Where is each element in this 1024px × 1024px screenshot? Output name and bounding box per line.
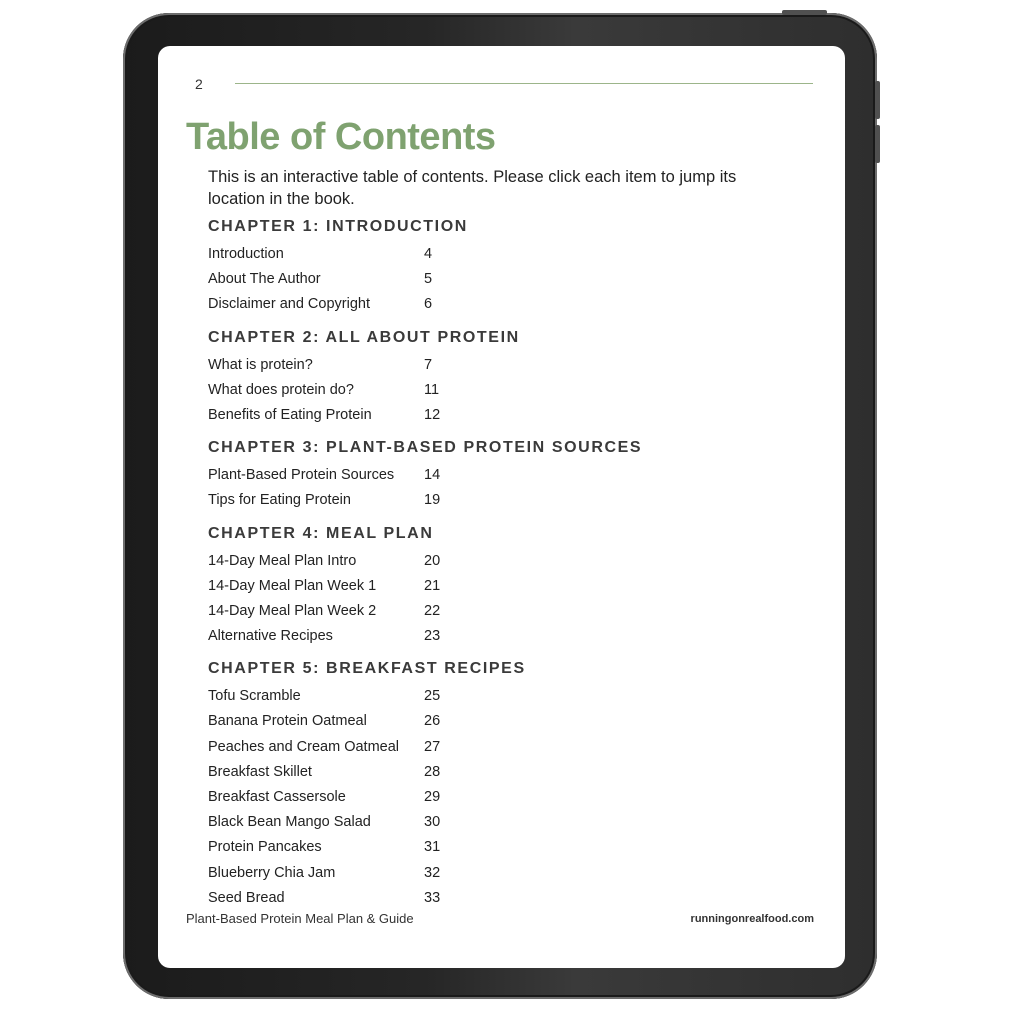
footer-book-title: Plant-Based Protein Meal Plan & Guide [186,911,414,926]
toc-entry-page: 22 [424,602,441,619]
toc-entry-page: 32 [424,864,441,881]
toc-entry-label: Introduction [208,246,284,262]
toc-entry-link[interactable] [208,785,768,810]
toc-entry-link[interactable] [208,267,768,292]
chapter-group-5 [208,659,768,911]
toc-entry-page: 19 [424,492,441,509]
toc-entry-link[interactable] [208,624,768,649]
chapter-heading[interactable]: CHAPTER 1: INTRODUCTION [208,218,468,235]
toc-entry-label: 14-Day Meal Plan Week 2 [208,602,377,619]
toc-entry-label: 14-Day Meal Plan Week 1 [208,577,377,594]
toc-entry-page: 14 [424,467,441,484]
toc-entry-page: 26 [424,713,441,730]
toc-entry-link[interactable] [208,599,768,624]
intro-text: This is an interactive table of contents. Please click each item to jump its location in the book. [208,168,737,208]
toc-entry-label: Tofu Scramble [208,688,301,705]
toc-entry-page: 31 [424,839,441,856]
toc-entry-page: 27 [424,738,441,755]
toc-entry-link[interactable] [208,292,768,317]
toc-entry-page: 25 [424,688,441,705]
toc-entry-label: Alternative Recipes [208,628,333,645]
chapter-heading[interactable]: CHAPTER 2: ALL ABOUT PROTEIN [208,328,520,346]
toc-entry-link[interactable] [208,549,768,574]
toc-entry-link[interactable] [208,488,768,513]
toc-entry-link[interactable] [208,735,768,760]
chapter-group-1 [208,217,768,318]
toc-entry-label: Breakfast Skillet [208,763,312,780]
toc-entry-page: 4 [424,246,433,262]
toc-entry-page: 5 [424,271,433,288]
toc-entry-label: Peaches and Cream Oatmeal [208,738,400,755]
toc-entry-label: Blueberry Chia Jam [208,864,336,881]
chapter-group-4 [208,524,768,650]
toc-entry-label: What is protein? [208,356,313,373]
toc-entry-link[interactable] [208,760,768,785]
toc-entry-page: 7 [424,356,433,373]
toc-entry-label: Seed Bread [208,889,285,906]
toc-entry-link[interactable] [208,810,768,835]
toc-entry-page: 33 [424,889,441,906]
chapter-group-3 [208,438,768,513]
toc-entry-label: 14-Day Meal Plan Intro [208,552,357,569]
toc-entry-page: 30 [424,814,441,831]
toc-entry-label: Plant-Based Protein Sources [208,467,395,484]
toc-entry-page: 12 [424,406,441,423]
toc-entry-label: Benefits of Eating Protein [208,406,372,423]
toc-entry-link[interactable] [208,463,768,488]
toc-entry-page: 23 [424,628,441,645]
chapter-heading[interactable]: CHAPTER 3: PLANT-BASED PROTEIN SOURCES [208,439,643,457]
toc-entry-label: Black Bean Mango Salad [208,814,371,831]
toc-entry-page: 29 [424,789,441,805]
chapter-heading[interactable]: CHAPTER 4: MEAL PLAN [208,524,434,542]
toc-entry-link[interactable] [208,861,768,886]
toc-entry-page: 20 [424,552,441,569]
toc-entry-link[interactable] [208,684,768,709]
page-number: 2 [195,76,203,92]
toc-entry-label: Protein Pancakes [208,839,322,856]
power-button [782,10,827,15]
chapter-group-2 [208,328,768,429]
toc-entry-page: 6 [424,296,433,313]
tablet-device [123,13,877,999]
toc-entry-label: Disclaimer and Copyright [208,296,370,313]
header-rule [235,83,813,84]
toc-entry-link[interactable] [208,709,768,734]
toc-entry-page: 21 [424,577,441,594]
footer-website: runningonrealfood.com [690,913,814,925]
toc-entry-link[interactable] [208,574,768,599]
toc-entry-link[interactable] [208,242,768,267]
toc-entry-page: 28 [424,763,441,780]
toc-entry-page: 11 [424,381,440,398]
toc-entry-label: What does protein do? [208,381,354,398]
toc-entry-link[interactable] [208,403,768,428]
toc-entry-label: About The Author [208,271,321,288]
toc-entry-link[interactable] [208,835,768,860]
page-title: Table of Contents [186,116,496,158]
toc-entry-link[interactable] [208,886,768,911]
volume-up-button [875,81,880,119]
table-of-contents [208,217,768,921]
toc-entry-label: Banana Protein Oatmeal [208,713,367,730]
volume-down-button [875,125,880,163]
toc-entry-link[interactable] [208,353,768,378]
toc-entry-label: Tips for Eating Protein [208,492,351,509]
chapter-heading[interactable]: CHAPTER 5: BREAKFAST RECIPES [208,660,526,678]
tablet-screen [158,46,845,968]
toc-entry-label: Breakfast Cassersole [208,789,346,805]
toc-entry-link[interactable] [208,378,768,403]
